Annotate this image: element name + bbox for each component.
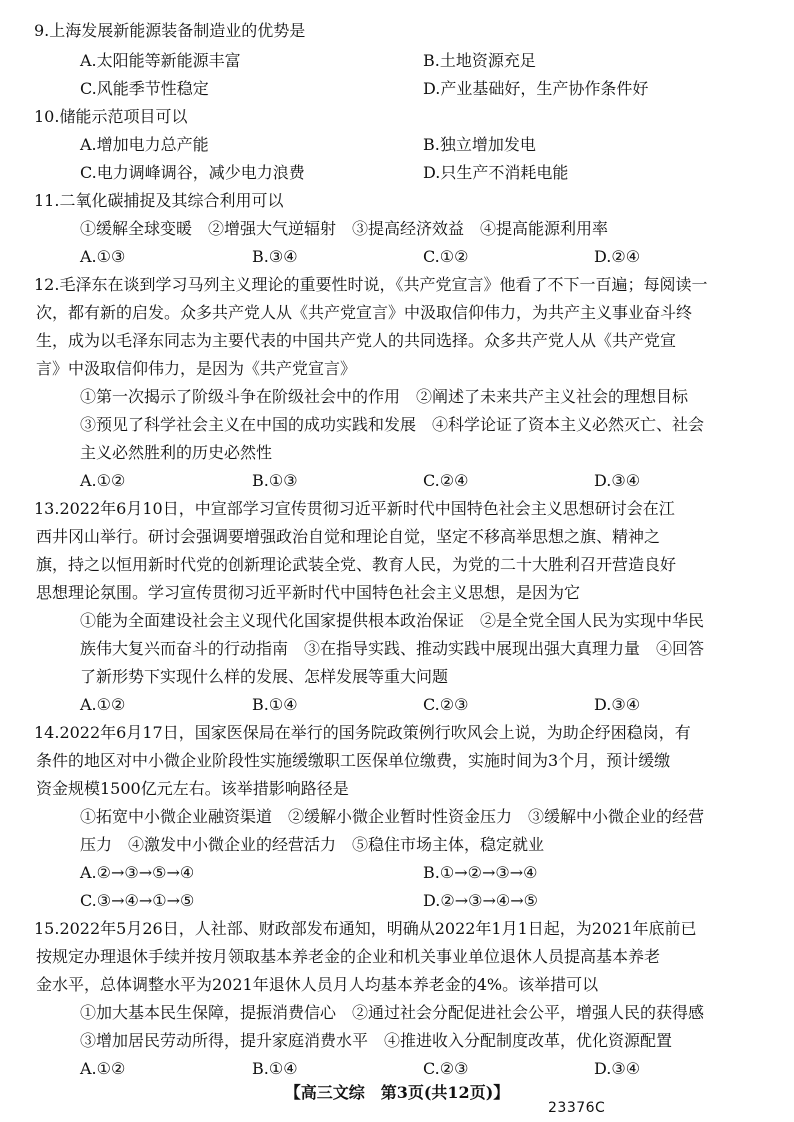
option-b[interactable]: B.①③ [252, 471, 298, 490]
option-b[interactable]: B.土地资源充足 [423, 51, 536, 70]
question-9-options-row-2 [0, 74, 794, 104]
option-a[interactable]: A.①② [80, 1059, 126, 1078]
question-14-item-line: ①拓宽中小微企业融资渠道 ②缓解小微企业暂时性资金压力 ③缓解中小微企业的经营 [80, 807, 705, 826]
question-15-item-line: ③增加居民劳动所得，提升家庭消费水平 ④推进收入分配制度改革，优化资源配置 [80, 1031, 673, 1050]
question-13-line: 西井冈山举行。研讨会强调要增强政治自觉和理论自觉，坚定不移高举思想之旗、精神之 [36, 527, 661, 546]
question-14-line: 14.2022年6月17日，国家医保局在举行的国务院政策例行吹风会上说，为助企纾困稳岗，有 [34, 723, 691, 742]
question-11-options [0, 242, 794, 272]
question-13-item-line: 了新形势下实现什么样的发展、怎样发展等重大问题 [80, 667, 449, 686]
paper-code: 23376C [548, 1100, 606, 1116]
question-12-item-line: 主义必然胜利的历史必然性 [80, 443, 273, 462]
option-a[interactable]: A.①② [80, 471, 126, 490]
option-a[interactable]: A.增加电力总产能 [80, 135, 209, 154]
option-c[interactable]: C.②③ [423, 695, 469, 714]
question-12-options [0, 466, 794, 496]
question-10-options-row-1 [0, 130, 794, 160]
option-c[interactable]: C.电力调峰调谷，减少电力浪费 [80, 163, 305, 182]
question-15-line: 金水平，总体调整水平为2021年退休人员月人均基本养老金的4%。该举措可以 [36, 975, 599, 994]
question-15-line: 15.2022年5月26日，人社部、财政部发布通知，明确从2022年1月1日起，为2021年底前已 [34, 919, 697, 938]
question-15-item-line: ①加大基本民生保障，提振消费信心 ②通过社会分配促进社会公平，增强人民的获得感 [80, 1003, 705, 1022]
option-b[interactable]: B.③④ [252, 247, 298, 266]
option-c[interactable]: C.风能季节性稳定 [80, 79, 209, 98]
option-c[interactable]: C.①② [423, 247, 469, 266]
question-14-line: 条件的地区对中小微企业阶段性实施缓缴职工医保单位缴费，实施时间为3个月，预计缓缴 [36, 751, 671, 770]
question-13-line: 思想理论氛围。学习宣传贯彻习近平新时代中国特色社会主义思想，是因为它 [36, 583, 581, 602]
option-b[interactable]: B.①④ [252, 1059, 298, 1078]
question-9-stem: 9.上海发展新能源装备制造业的优势是 [34, 21, 306, 40]
option-a[interactable]: A.太阳能等新能源丰富 [80, 51, 241, 70]
option-d[interactable]: D.②④ [594, 247, 641, 266]
question-10-stem: 10.储能示范项目可以 [34, 107, 188, 126]
option-c[interactable]: C.③→④→①→⑤ [80, 891, 195, 910]
option-b[interactable]: B.独立增加发电 [423, 135, 536, 154]
option-d[interactable]: D.③④ [594, 1059, 641, 1078]
option-b[interactable]: B.①→②→③→④ [423, 863, 538, 882]
option-a[interactable]: A.②→③→⑤→④ [80, 863, 195, 882]
question-12-item-line: ①第一次揭示了阶级斗争在阶级社会中的作用 ②阐述了未来共产主义社会的理想目标 [80, 387, 689, 406]
question-12-line: 次，都有新的启发。众多共产党人从《共产党宣言》中汲取信仰伟力，为共产主义事业奋斗终 [36, 303, 693, 322]
question-13-line: 旗，持之以恒用新时代党的创新理论武装全党、教育人民，为党的二十大胜利召开营造良好 [36, 555, 677, 574]
question-14-line: 资金规模1500亿元左右。该举措影响路径是 [36, 779, 349, 798]
question-14-options-row-1 [0, 858, 794, 888]
question-9-options-row-1 [0, 46, 794, 76]
question-11-stem: 11.二氧化碳捕捉及其综合利用可以 [34, 191, 284, 210]
question-13-options [0, 690, 794, 720]
question-14-options-row-2 [0, 886, 794, 916]
page-footer: 【高三文综 第3页(共12页)】 [284, 1083, 510, 1102]
option-c[interactable]: C.②④ [423, 471, 469, 490]
option-b[interactable]: B.①④ [252, 695, 298, 714]
question-12-item-line: ③预见了科学社会主义在中国的成功实践和发展 ④科学论证了资本主义必然灭亡、社会 [80, 415, 705, 434]
question-11-items: ①缓解全球变暖 ②增强大气逆辐射 ③提高经济效益 ④提高能源利用率 [80, 219, 609, 238]
question-13-item-line: ①能为全面建设社会主义现代化国家提供根本政治保证 ②是全党全国人民为实现中华民 [80, 611, 705, 630]
option-d[interactable]: D.②→③→④→⑤ [423, 891, 538, 910]
question-15-line: 按规定办理退休手续并按月领取基本养老金的企业和机关事业单位退休人员提高基本养老 [36, 947, 661, 966]
question-10-options-row-2 [0, 158, 794, 188]
option-d[interactable]: D.③④ [594, 695, 641, 714]
question-14-item-line: 压力 ④激发中小微企业的经营活力 ⑤稳住市场主体，稳定就业 [80, 835, 545, 854]
option-d[interactable]: D.产业基础好，生产协作条件好 [423, 79, 649, 98]
question-13-item-line: 族伟大复兴而奋斗的行动指南 ③在指导实践、推动实践中展现出强大真理力量 ④回答 [80, 639, 705, 658]
question-12-line: 生，成为以毛泽东同志为主要代表的中国共产党人的共同选择。众多共产党人从《共产党宣 [36, 331, 677, 350]
question-12-line: 言》中汲取信仰伟力，是因为《共产党宣言》 [36, 359, 357, 378]
option-c[interactable]: C.②③ [423, 1059, 469, 1078]
question-13-line: 13.2022年6月10日，中宣部学习宣传贯彻习近平新时代中国特色社会主义思想研讨会在江 [34, 499, 675, 518]
option-a[interactable]: A.①③ [80, 247, 126, 266]
option-a[interactable]: A.①② [80, 695, 126, 714]
question-12-line: 12.毛泽东在谈到学习马列主义理论的重要性时说，《共产党宣言》他看了不下一百遍；每阅读一 [34, 275, 708, 294]
option-d[interactable]: D.③④ [594, 471, 641, 490]
option-d[interactable]: D.只生产不消耗电能 [423, 163, 569, 182]
